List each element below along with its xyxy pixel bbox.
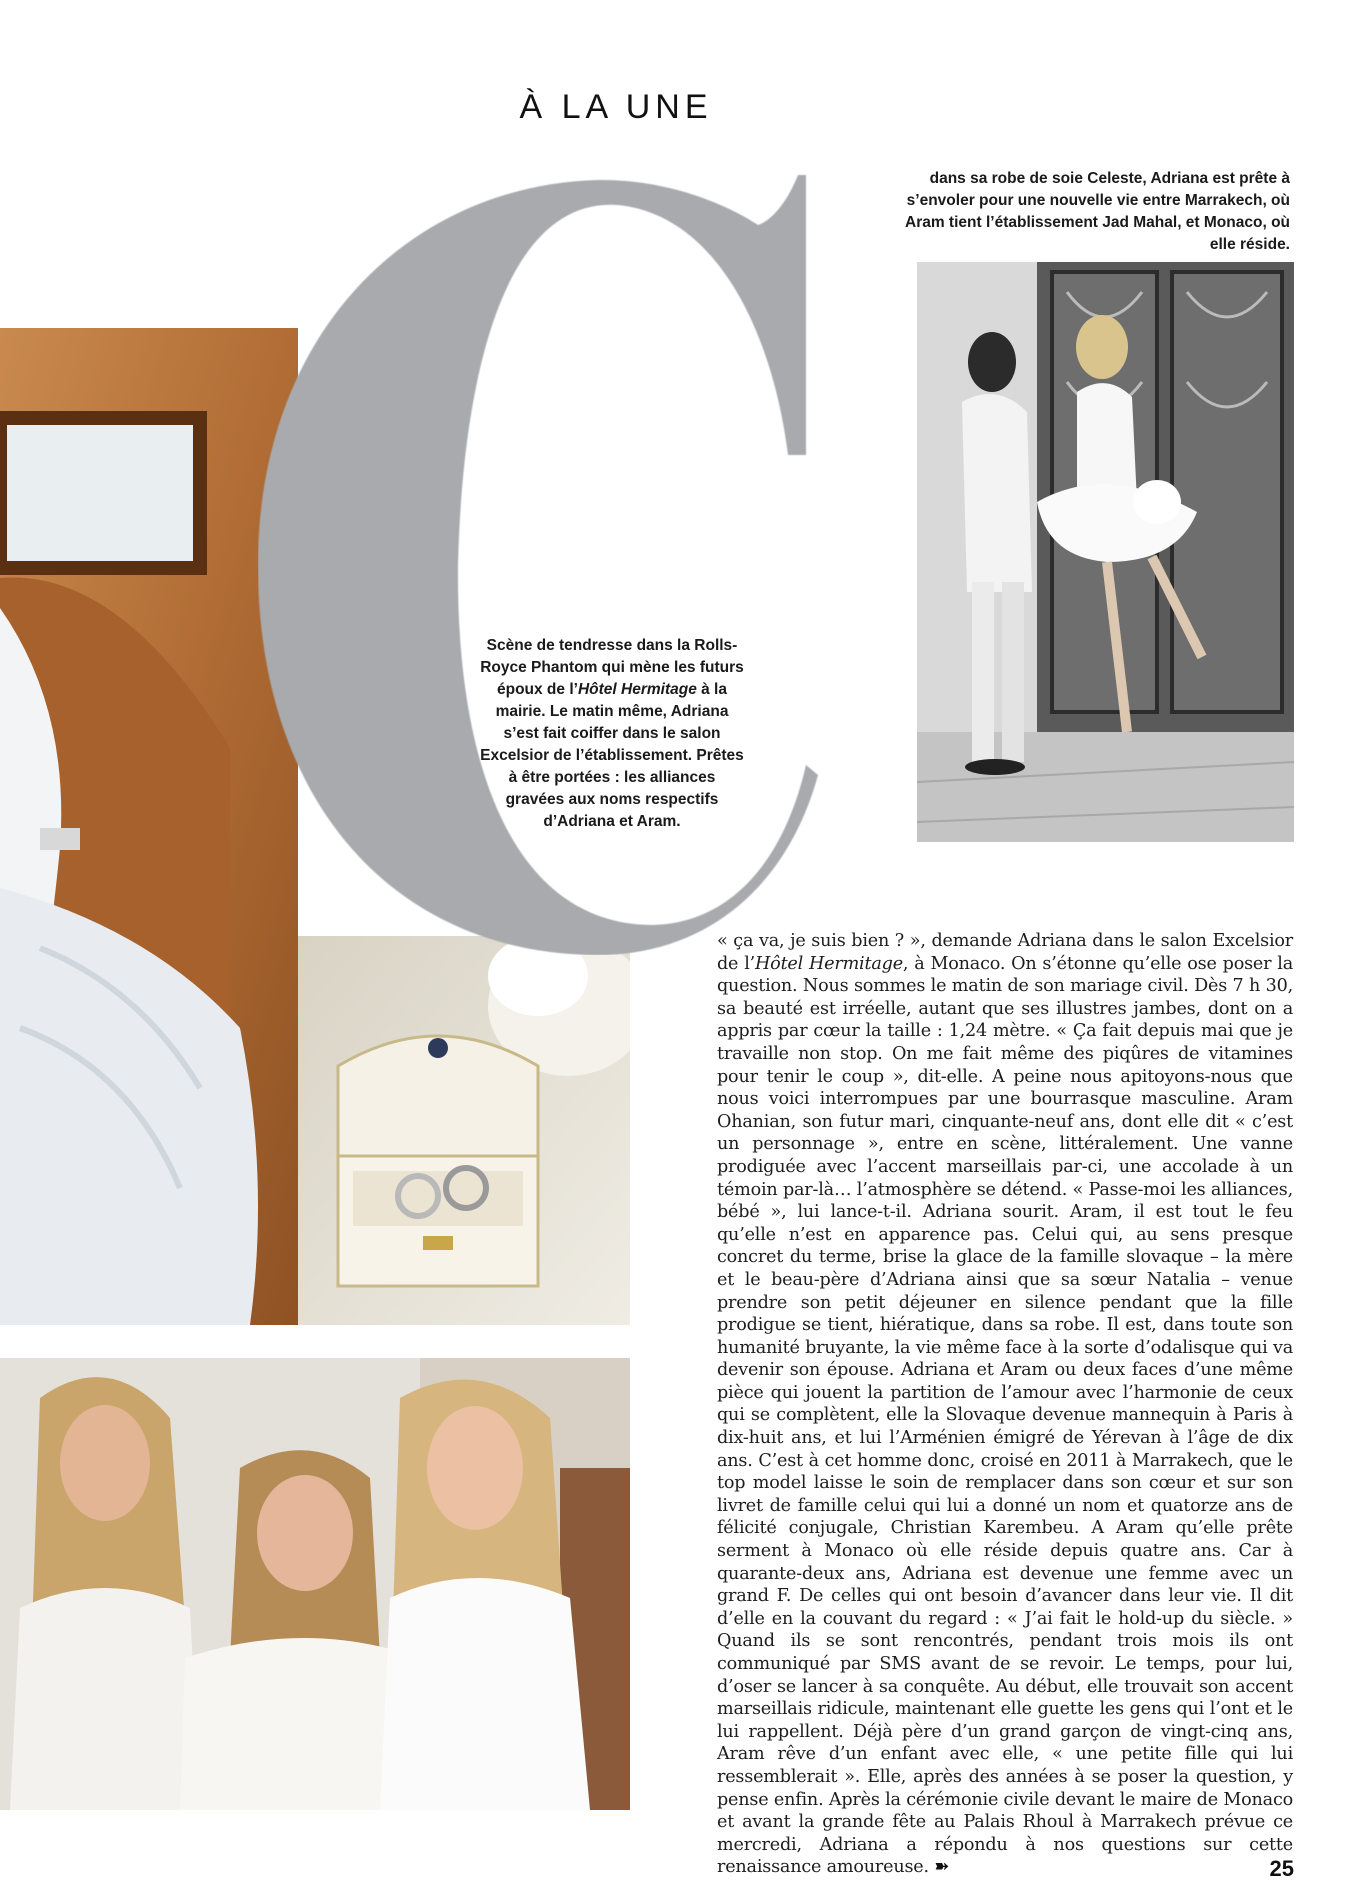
- article-part2: , à Monaco. On s’étonne qu’elle ose poser la question. Nous sommes le matin de son mariage civil. Dès 7 h 30, sa beauté est irréelle, autant que ses illustres jambes, dont on a appris par cœur la taille : 1,24 mètre. « Ça fait depuis mai que je travaille non stop. On me fait même des piqûres de vitamines pour tenir le coup », dit-elle. A peine nous apitoyons-nous que nous voici interrompues par une bourrasque masculine. Aram Ohanian, son futur mari, cinquante-neuf ans, dont elle dit « c’est un personnage », entre en scène, littéralement. Une vanne prodiguée avec l’accent marseillais par-ci, une accolade à un témoin par-là… l’atmosphère se détend. « Passe-moi les alliances, bébé », lui lance-t-il. Adriana sourit. Aram, il est tout le feu qu’elle n’est en apparence pas. Celui qui, au sens presque concret du terme, brise la glace de la famille slovaque – la mère et le beau-père d’Adriana ainsi que sa sœur Natalia – venue prendre son petit déjeuner en silence pendant que la fille prodigue se tient, hiératique, dans sa robe. Il est, dans toute son humanité bruyante, la vie même face à la sorte d’odalisque qui va devenir son épouse. Adriana et Aram ou deux faces d’une même pièce qui jouent la partition de l’amour avec l’harmonie de ceux qui se complètent, elle la Slovaque devenue mannequin à Paris à dix-huit ans, et lui l’Arménien émigré de Yérevan à l’âge de dix ans. C’est à cet homme donc, croisé en 2011 à Marrakech, que le top model laisse le soin de remplacer dans son cœur et sur son livret de famille celui qui lui a donné un nom et quatorze ans de félicité conjugale, Christian Karembeu. A Aram qu’elle prête serment à Monaco où elle réside depuis quatre ans. Car à quarante-deux ans, Adriana est devenue une femme avec un grand F. De celles qui ont besoin d’avancer dans leur vie. Il dit d’elle en la couvant du regard : « J’ai fait le hold-up du siècle. » Quand ils se sont rencontrés, pendant trois mois ils ont communiqué par SMS avant de se revoir. Le temps, pour lui, d’oser se lancer à sa conquête. Au début, elle trouvait son accent marseillais ridicule, maintenant elle guette les gens qui l’ont et le lui rappellent. Déjà père d’un grand garçon de vingt-cinq ans, Aram rêve d’un enfant avec elle, « une petite fille qui lui ressemblerait ». Elle, après des années à se poser la question, y pense enfin. Après la cérémonie civile devant le maire de Monaco et avant la grande fête au Palais Rhoul à Marrakech prévue ce mercredi, Adriana a répondu à nos questions sur cette renaissance amoureuse.: [717, 953, 1293, 1878]
- dropcap-letter-c: [258, 165, 838, 955]
- article-body: [717, 930, 1293, 1879]
- page-number: 25: [1269, 1856, 1294, 1881]
- end-arrow-icon: ➽: [934, 1856, 950, 1878]
- caption-left-part1: Scène de tendresse dans la Rolls-Royce Phantom qui mène les futurs époux de l’: [480, 637, 744, 698]
- article-italic: Hôtel Hermitage: [755, 953, 903, 974]
- photo-ring-box: [298, 936, 630, 1325]
- caption-left-part2: à la mairie. Le matin même, Adriana s’est fait coiffer dans le salon Excelsior de l’établissement. Prêtes à être portées : les alliances gravées aux noms respectifs d’Adriana et Aram.: [480, 681, 744, 830]
- photo-car-interior: [0, 328, 298, 1325]
- caption-top-right: dans sa robe de soie Celeste, Adriana est prête à s’envoler pour une nouvelle vie entre Marrakech, où Aram tient l’établissement Jad Mahal, et Monaco, où elle réside.: [905, 170, 1291, 253]
- caption-left-italic: Hôtel Hermitage: [577, 681, 697, 698]
- article-part1: « ça va, je suis bien ? », demande Adriana dans le salon Excelsior de l’: [717, 931, 1293, 974]
- section-title: À LA UNE: [519, 88, 713, 126]
- caption-left: [478, 635, 746, 833]
- article-paragraph: [717, 930, 1293, 1879]
- photo-three-women: [0, 1358, 630, 1810]
- photo-couple-doors: [917, 262, 1294, 842]
